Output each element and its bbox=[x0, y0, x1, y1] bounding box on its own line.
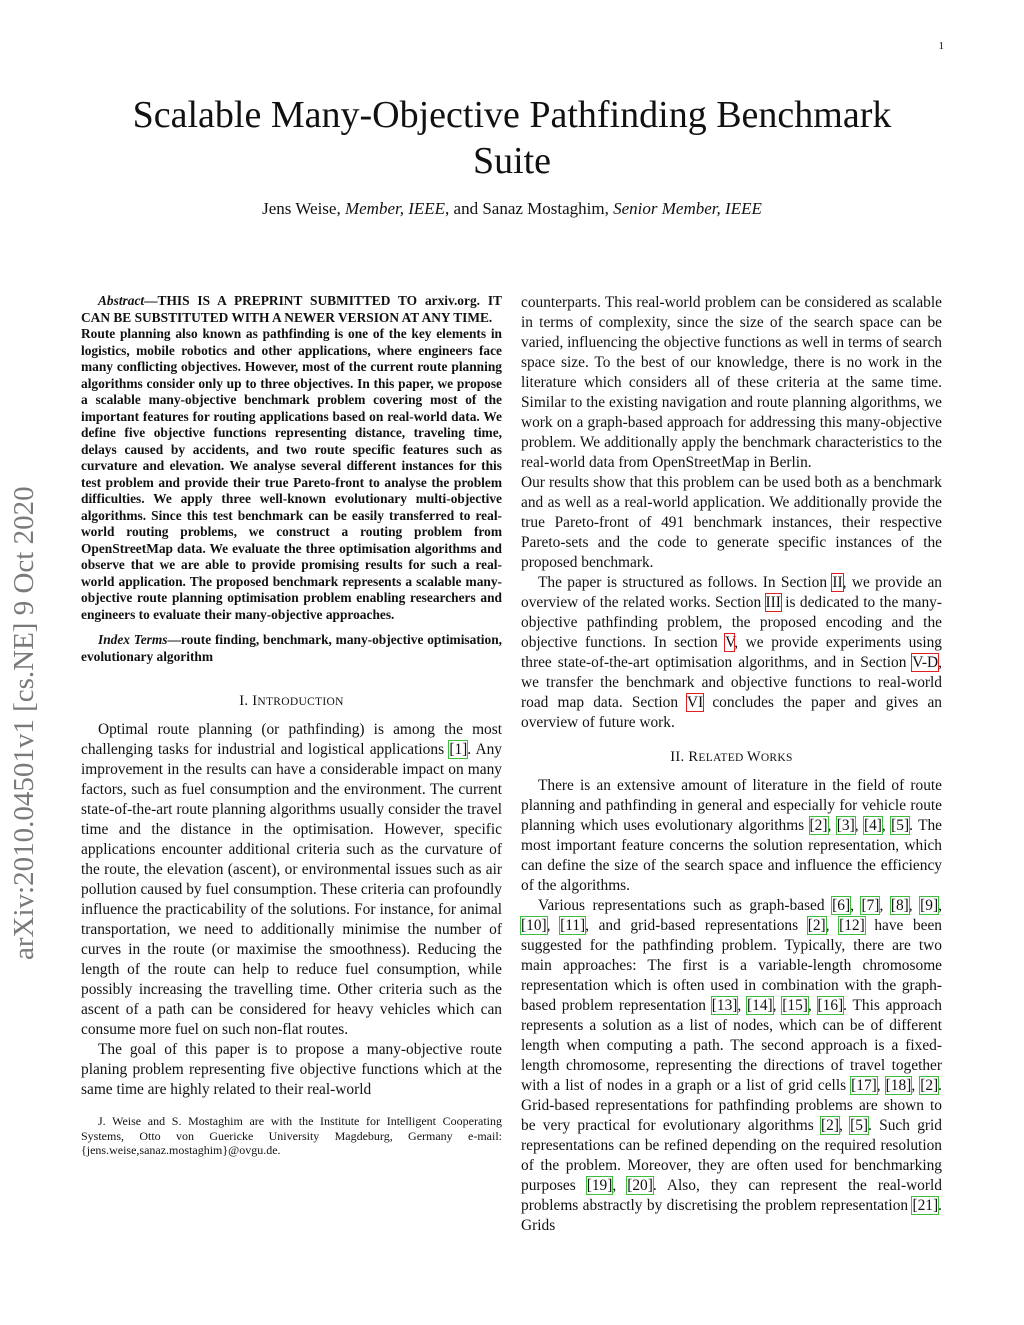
rel-p2-b: , and grid-based representations bbox=[585, 917, 808, 934]
rel-p2-g: . Also, they can represent the real-world problems abstractly by discretising the problem representation bbox=[521, 1177, 942, 1214]
citation-link[interactable]: [10] bbox=[521, 917, 547, 934]
intro-paragraph-2: The goal of this paper is to propose a many-objective route planing problem representing five objective functions which at the same time are highly related to their real-world bbox=[81, 1041, 502, 1098]
sec1-rest: NTRODUCTION bbox=[257, 696, 344, 708]
rp3-a: The paper is structured as follows. In Section bbox=[538, 574, 833, 591]
citation-link[interactable]: [6] bbox=[832, 897, 851, 914]
index-terms bbox=[81, 632, 502, 665]
rp3-e: , we transfer the benchmark and objective functions to real-world road map data. Section bbox=[521, 654, 942, 711]
citation-link[interactable]: [5] bbox=[891, 817, 910, 834]
sec2-rest2: ORKS bbox=[760, 752, 793, 764]
citation-link[interactable]: [2] bbox=[920, 1077, 939, 1094]
citation-link[interactable]: [2] bbox=[807, 917, 826, 934]
index-terms-text: —route finding, benchmark, many-objective optimisation, evolutionary algorithm bbox=[81, 632, 502, 664]
sec2-rest1: ELATED bbox=[698, 752, 747, 764]
intro-paragraph-1 bbox=[81, 720, 502, 1040]
sec2-num: II. R bbox=[670, 749, 699, 765]
abstract-text: Route planning also known as pathfinding is one of the key elements in logistics, mobile robotics and other applications, where engineers face many conflicting objectives. However, most of the current route planning algorithms consider only up to three objectives. In this paper, we propose a scalable many-objective benchmark problem covering most of the important features for routing applications based on real-world data. We define five objective functions representing distance, traveling time, delays caused by accidents, and two route specific features such as curvature and elevation. We analyse several different instances for this test problem and provide their true Pareto-front to analyse the problem difficulties. We apply three well-known evolutionary multi-objective algorithms. Since this test benchmark can be easily transferred to real-world routing problems, we construct a routing problem from OpenStreetMap data. We evaluate the three optimisation algorithms and observe that we are able to provide promising results for such a real-world application. The proposed benchmark represents a scalable many-objective route planning optimisation problem enabling researchers and engineers to evaluate their many-objective approaches. bbox=[81, 326, 502, 622]
section-link[interactable]: V bbox=[725, 634, 735, 651]
sec1-num: I. I bbox=[239, 693, 258, 709]
title-line-2: Suite bbox=[472, 140, 552, 182]
intro-p1-a: Optimal route planning (or pathfinding) is among the most challenging tasks for industrial and logistical applications bbox=[81, 721, 502, 758]
citation-link[interactable]: [21] bbox=[912, 1197, 939, 1214]
section-link[interactable]: II bbox=[832, 574, 843, 591]
citation-link[interactable]: [8] bbox=[890, 897, 909, 914]
related-paragraph-1: There is an extensive amount of literature in the field of route planning and pathfinding in general and especially for vehicle route planning which uses evolutionary algorithms [2], [3], [4], [5]. The most important feature concerns the solution representation, which can define the size of the search space and influence the efficiency of the algorithms. bbox=[521, 777, 942, 894]
citation-link[interactable]: [19] bbox=[586, 1177, 613, 1194]
section-link[interactable]: III bbox=[765, 594, 781, 611]
title-line-1: Scalable Many-Objective Pathfinding Benchmark bbox=[132, 94, 892, 136]
author-1-role: Member, IEEE bbox=[344, 199, 446, 218]
citation-link[interactable]: [5] bbox=[850, 1117, 869, 1134]
rp3-d: , we provide experiments using three state-of-the-art optimisation algorithms, and in Section bbox=[521, 634, 942, 671]
rel-p2-f: . Such grid representations can be refined depending on the required resolution of the problem. Moreover, they are often used for benchmarking purposes bbox=[521, 1117, 942, 1194]
citation-link[interactable]: [12] bbox=[839, 917, 865, 934]
introduction-section bbox=[81, 691, 502, 1158]
section-heading-related-works bbox=[521, 747, 942, 768]
abstract-label: Abstract bbox=[98, 293, 145, 308]
citation-link[interactable]: [11] bbox=[560, 917, 586, 934]
author-1: Jens Weise, bbox=[262, 199, 345, 218]
section-link[interactable]: VI bbox=[686, 694, 704, 711]
citation-link[interactable]: [2] bbox=[821, 1117, 839, 1134]
sec2-w: W bbox=[746, 749, 761, 765]
rel-p1-b: . The most important feature concerns the solution representation, which can define the size of the search space and influence the efficiency of the algorithms. bbox=[521, 817, 942, 894]
rp3-b: , we provide an overview of the related works. Section bbox=[521, 574, 942, 611]
left-column bbox=[81, 293, 502, 1158]
right-paragraph-2: Our results show that this problem can be used both as a benchmark and as well as a real-world application. We additionally provide the true Pareto-front of 491 benchmark instances, their respective Pareto-sets and the code to generate specific instances of the proposed benchmark. bbox=[521, 474, 942, 571]
intro-p1-b: . Any improvement in the results can have a considerable impact on many factors, such as fuel consumption and the environment. The current state-of-the-art route planning algorithms usually consider the travel time and the distance in the optimisation. However, specific applications encounter additional criteria such as the curvature of the route, the elevation (ascent), or environmental issues such as air pollution caused by fuel consumption. These criteria can profoundly influence the practicability of the solutions. For instance, for animal transportation, we need to additionally minimise the number of curves in the route (or maximise the smoothness). Reducing the length of the route can help to reduce fuel consumption, while possibly increasing the travelling time. Other criteria such as the ascent of a path can be considered for heavy vehicles which can consume more fuel on such non-flat routes. bbox=[81, 741, 503, 1038]
citation-link[interactable]: [2] bbox=[809, 817, 828, 834]
related-paragraph-2: Various representations such as graph-based [6], [7], [8], [9], [10], [11], and grid-based representations [2], [12] have been suggested for the pathfinding problem. Typically, there are two main approaches: The first is a variable-length chromosome representation which is often used in combination with the graph-based problem representation [13], [14], [15], [16]. This approach represents a solution as a list of nodes, which can be of different length when computing a path. The second approach is a fixed-length chromosome, representing the directions of travel together with a list of nodes in a graph or a list of grid cells [17], [18], [2]. Grid-based representations for pathfinding problems are shown to be very practical for evolutionary algorithms [2], [5]. Such grid representations can be refined depending on the required resolution of the problem. Moreover, they are often used for benchmarking purposes [19], [20]. Also, they can represent the real-world problems abstractly by discretising the problem representation [21]. Grids bbox=[521, 897, 942, 1234]
author-sep: , and Sanaz Mostaghim, bbox=[445, 199, 614, 218]
footnote: J. Weise and S. Mostaghim are with the Institute for Intelligent Cooperating Systems, Otto von Guericke University Magdeburg, Germany e-mail: {jens.weise,sanaz.mostaghim}@ovgu.de. bbox=[81, 1114, 502, 1157]
arxiv-identifier: arXiv:2010.04501v1 [cs.NE] 9 Oct 2020 bbox=[8, 486, 40, 960]
abstract-preprint-note: THIS IS A PREPRINT SUBMITTED TO arxiv.org. IT CAN BE SUBSTITUTED WITH A NEWER VERSION AT ANY TIME. bbox=[81, 293, 502, 325]
rel-p2-h: . Grids bbox=[521, 1197, 942, 1234]
section-link[interactable]: V-D bbox=[912, 654, 939, 671]
rel-p2-e: . Grid-based representations for pathfinding problems are shown to be very practical for evolutionary algorithms bbox=[521, 1077, 942, 1134]
citation-link[interactable]: [7] bbox=[861, 897, 880, 914]
right-paragraph-3 bbox=[521, 573, 942, 733]
page-number: 1 bbox=[938, 40, 944, 52]
section-heading-introduction bbox=[81, 691, 502, 712]
citation-link[interactable]: [17] bbox=[851, 1077, 877, 1094]
citation-link[interactable]: [3] bbox=[836, 817, 855, 834]
citation-link[interactable]: [20] bbox=[627, 1177, 653, 1194]
author-line bbox=[80, 199, 944, 219]
rel-p2-d: . This approach represents a solution as a list of nodes, which can be of different length when computing a path. The second approach is a fixed-length chromosome, representing the directions of travel together with a list of nodes in a graph or a list of grid cells bbox=[521, 997, 942, 1094]
rp3-c: is dedicated to the many-objective pathfinding problem, the proposed encoding and the objective functions. In section bbox=[521, 594, 942, 651]
citation-link[interactable]: [15] bbox=[782, 997, 808, 1014]
citation-link[interactable]: [1] bbox=[449, 741, 468, 758]
citation-link[interactable]: [13] bbox=[711, 997, 738, 1014]
rel-p1-a: There is an extensive amount of literature in the field of route planning and pathfinding in general and especially for vehicle route planning which uses evolutionary algorithms bbox=[521, 777, 942, 834]
index-terms-label: Index Terms bbox=[98, 632, 168, 647]
rel-p2-a: Various representations such as graph-based bbox=[538, 897, 833, 914]
right-column bbox=[521, 293, 942, 1236]
citation-link[interactable]: [4] bbox=[863, 817, 882, 834]
citation-link[interactable]: [14] bbox=[747, 997, 773, 1014]
citation-link[interactable]: [18] bbox=[885, 1077, 912, 1094]
rel-p2-c: have been suggested for the pathfinding problem. Typically, there are two main approaches: The first is a variable-length chromosome representation which is often used in combination with the graph-based problem representation bbox=[521, 917, 942, 1014]
citation-link[interactable]: [16] bbox=[817, 997, 844, 1014]
abstract bbox=[81, 293, 502, 665]
paper-title bbox=[80, 92, 944, 184]
author-2-role: Senior Member, IEEE bbox=[613, 199, 762, 218]
rp3-f: concludes the paper and gives an overview of future work. bbox=[521, 694, 942, 731]
right-paragraph-1: counterparts. This real-world problem can be considered as scalable in terms of complexity, since the size of the search space can be varied, influencing the objective functions as well in terms of search space size. To the best of our knowledge, there is no work in the literature which considers all of these criteria at the same time. Similar to the existing navigation and route planning algorithms, we work on a graph-based approach for addressing this many-objective problem. We additionally apply the benchmark characteristics to the real-world data from OpenStreetMap in Berlin. bbox=[521, 294, 942, 471]
citation-link[interactable]: [9] bbox=[920, 897, 939, 914]
abstract-dash: — bbox=[144, 293, 158, 308]
